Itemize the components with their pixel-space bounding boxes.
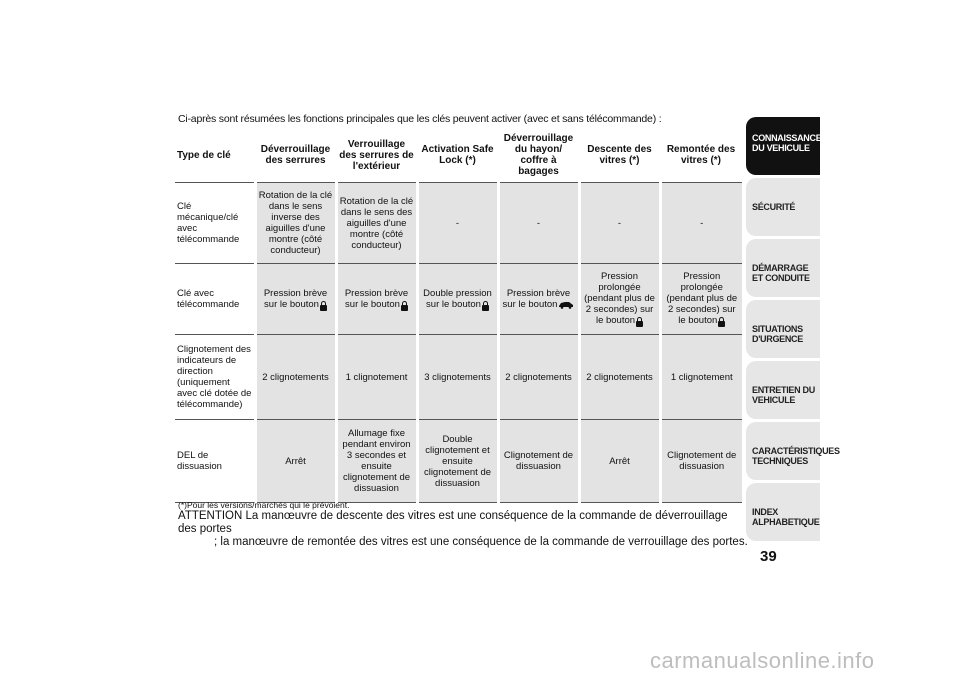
table-cell — [498, 264, 579, 335]
tab-caracteristiques-techniques[interactable]: CARACTÉRISTIQUES TECHNIQUES — [746, 422, 820, 480]
chapter-tabs — [746, 117, 840, 544]
table-cell: Rotation de la clé dans le sens inverse des aiguilles d'une montre (côté conducteur) — [255, 183, 336, 264]
table-row — [175, 264, 742, 335]
table-row — [175, 420, 742, 503]
header-key-type: Type de clé — [177, 149, 231, 161]
tab-index-alphabetique[interactable]: INDEX ALPHABETIQUE — [746, 483, 820, 541]
table-cell: Double clignotement et ensuite clignotement de dissuasion — [417, 420, 498, 503]
table-cell: Allumage fixe pendant environ 3 secondes et ensuite clignotement de dissuasion — [336, 420, 417, 503]
padlock-closed-icon — [401, 305, 408, 311]
tab-entretien-vehicule[interactable]: ENTRETIEN DU VEHICULE — [746, 361, 820, 419]
row-label: Clé avec télécommande — [175, 264, 255, 335]
table-cell: 3 clignotements — [417, 335, 498, 420]
attention-line-2: ; la manœuvre de remontée des vitres est une conséquence de la commande de verrouillage des portes. — [214, 536, 748, 548]
padlock-closed-icon — [482, 305, 489, 311]
table-cell: - — [660, 183, 742, 264]
header-trunk: Déverrouillage du hayon/ coffre à bagages — [503, 133, 574, 177]
table-header-row — [175, 128, 742, 183]
cell-text: Pression prolongée (pendant plus de 2 secondes) sur le bouton — [666, 271, 738, 326]
table-cell: Rotation de la clé dans le sens des aiguilles d'une montre (côté conducteur) — [336, 183, 417, 264]
table-cell: 1 clignotement — [660, 335, 742, 420]
table-cell — [660, 264, 742, 335]
cell-text: Pression brève sur le bouton — [344, 287, 409, 310]
table-cell: 2 clignotements — [579, 335, 660, 420]
table-cell — [579, 264, 660, 335]
row-label: Clignotement des indicateurs de direction (uniquement avec clé dotée de télécommande) — [175, 335, 255, 420]
header-windows-up: Remontée des vitres (*) — [666, 144, 736, 166]
watermark: carmanualsonline.info — [650, 648, 875, 673]
cell-text: Pression brève sur le bouton — [502, 288, 571, 310]
table-cell: - — [579, 183, 660, 264]
attention-line-1: ATTENTION La manœuvre de descente des vitres est une conséquence de la commande de déverrouillage des portes — [178, 510, 728, 535]
key-functions-table — [175, 128, 742, 503]
table-cell: Arrêt — [255, 420, 336, 503]
cell-text: Pression brève sur le bouton — [263, 287, 328, 310]
table-row — [175, 183, 742, 264]
table-cell: Clignotement de dissuasion — [498, 420, 579, 503]
table-cell — [336, 264, 417, 335]
table-row — [175, 335, 742, 420]
header-windows-down: Descente des vitres (*) — [587, 144, 652, 166]
table-cell: - — [417, 183, 498, 264]
footnote: (*)Pour les versions/marchés qui le prévoient. — [178, 500, 350, 510]
row-label: Clé mécanique/clé avec télécommande — [175, 183, 255, 264]
attention-note — [178, 510, 748, 549]
table-cell: Arrêt — [579, 420, 660, 503]
table-cell: - — [498, 183, 579, 264]
tab-connaissance-vehicule[interactable]: CONNAISSANCE DU VEHICULE — [746, 117, 820, 175]
intro-text: Ci-après sont résumées les fonctions principales que les clés peuvent activer (avec et sans télécommande) : — [178, 113, 662, 125]
row-label: DEL de dissuasion — [175, 420, 255, 503]
page-number: 39 — [760, 548, 777, 565]
table-cell: 2 clignotements — [255, 335, 336, 420]
tab-situations-urgence[interactable]: SITUATIONS D'URGENCE — [746, 300, 820, 358]
car-trunk-icon — [558, 300, 574, 309]
table-cell — [417, 264, 498, 335]
cell-text: Pression prolongée (pendant plus de 2 secondes) sur le bouton — [584, 271, 655, 326]
table-cell: 2 clignotements — [498, 335, 579, 420]
padlock-open-icon — [636, 321, 643, 327]
tab-securite[interactable]: SÉCURITÉ — [746, 178, 820, 236]
padlock-open-icon — [320, 305, 327, 311]
table-cell: Clignotement de dissuasion — [660, 420, 742, 503]
header-unlock: Déverrouillage des serrures — [260, 144, 331, 166]
table-cell: 1 clignotement — [336, 335, 417, 420]
header-safe-lock: Activation Safe Lock (*) — [421, 144, 494, 166]
header-lock: Verrouillage des serrures de l'extérieur — [339, 138, 414, 172]
padlock-closed-icon — [718, 321, 725, 327]
cell-text: Double pression sur le bouton — [423, 287, 492, 310]
tab-demarrage-conduite[interactable]: DÉMARRAGE ET CONDUITE — [746, 239, 820, 297]
table-cell — [255, 264, 336, 335]
